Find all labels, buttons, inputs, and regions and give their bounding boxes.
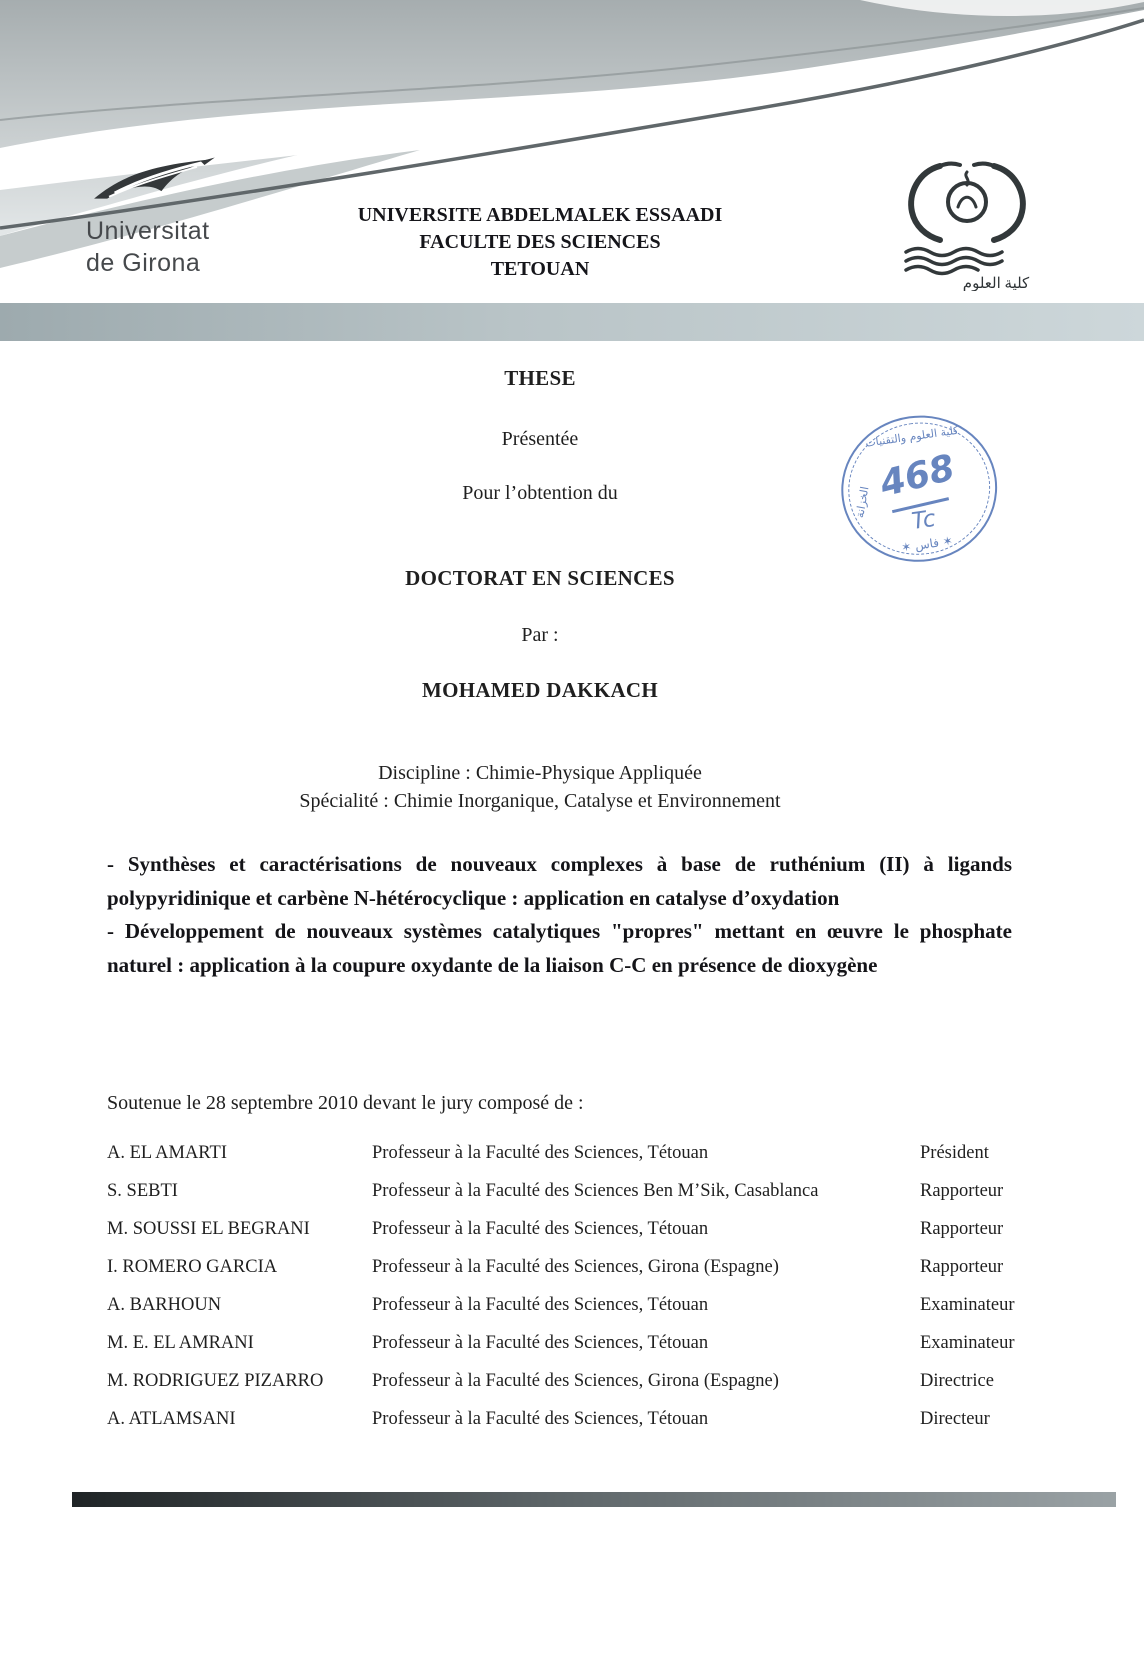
defense-line: Soutenue le 28 septembre 2010 devant le jury composé de : — [107, 1092, 584, 1114]
jury-affiliation: Professeur à la Faculté des Sciences, Tétouan — [372, 1143, 709, 1163]
header-separator-band — [0, 303, 1144, 341]
jury-affiliation: Professeur à la Faculté des Sciences, Tétouan — [372, 1295, 709, 1315]
stamp-number: 468 — [876, 447, 959, 506]
jury-name: M. SOUSSI EL BEGRANI — [107, 1219, 310, 1239]
thesis-title-item2: - Développement de nouveaux systèmes catalytiques "propres" mettant en œuvre le phosphate naturel : application à la coupure oxydante de la liaison C-C en présence de dioxygène — [107, 919, 1012, 977]
jury-role: Examinateur — [920, 1295, 1015, 1315]
discipline-line: Discipline : Chimie-Physique Appliquée — [378, 762, 702, 784]
stamp-left-text: الخزانة — [853, 485, 872, 519]
jury-role: Directeur — [920, 1409, 990, 1429]
jury-role: Directrice — [920, 1371, 994, 1391]
these-heading: THESE — [504, 366, 576, 390]
emblem-caption: كلية العلوم — [962, 276, 1030, 291]
thesis-title-block — [107, 848, 1012, 982]
jury-name: M. E. EL AMRANI — [107, 1333, 254, 1353]
girona-line2: de Girona — [86, 249, 201, 277]
jury-role: Examinateur — [920, 1333, 1015, 1353]
specialty-line: Spécialité : Chimie Inorganique, Catalyse et Environnement — [299, 790, 781, 812]
jury-name: A. BARHOUN — [107, 1295, 222, 1315]
university-name: UNIVERSITE ABDELMALEK ESSAADI — [357, 204, 723, 226]
jury-affiliation: Professeur à la Faculté des Sciences, Girona (Espagne) — [372, 1257, 779, 1277]
stamp-arc-text: كلية العلوم والتقنيات — [864, 423, 960, 450]
stamp-bottom-text: ✶ فاس ✶ — [900, 533, 954, 555]
jury-role: Rapporteur — [920, 1219, 1004, 1239]
par-line: Par : — [521, 624, 559, 646]
stamp-circle-icon — [832, 406, 1007, 572]
girona-bird-icon — [86, 150, 221, 208]
faculty-name: FACULTE DES SCIENCES — [419, 231, 661, 253]
jury-affiliation: Professeur à la Faculté des Sciences Ben M’Sik, Casablanca — [372, 1181, 819, 1201]
jury-affiliation: Professeur à la Faculté des Sciences, Tétouan — [372, 1219, 709, 1239]
stamp-code: Tc — [910, 505, 938, 535]
author-name: MOHAMED DAKKACH — [421, 678, 659, 702]
jury-role: Rapporteur — [920, 1257, 1004, 1277]
library-stamp — [832, 404, 1017, 583]
girona-line1: Universitat — [86, 217, 210, 245]
jury-role: Président — [920, 1143, 989, 1163]
jury-name: S. SEBTI — [107, 1181, 178, 1201]
jury-name: A. EL AMARTI — [107, 1143, 227, 1163]
bottom-bar — [72, 1492, 1116, 1507]
jury-name: I. ROMERO GARCIA — [107, 1257, 278, 1277]
jury-affiliation: Professeur à la Faculté des Sciences, Girona (Espagne) — [372, 1371, 779, 1391]
faculty-emblem — [888, 158, 1038, 296]
faculty-emblem-icon — [888, 158, 1038, 291]
jury-affiliation: Professeur à la Faculté des Sciences, Tétouan — [372, 1333, 709, 1353]
degree-line: DOCTORAT EN SCIENCES — [405, 566, 675, 590]
purpose-line: Pour l’obtention du — [462, 482, 618, 504]
jury-table — [107, 1142, 1022, 1430]
faculty-city: TETOUAN — [490, 258, 590, 280]
thesis-title-item1: - Synthèses et caractérisations de nouveaux complexes à base de ruthénium (II) à ligands polypyridinique et carbène N-hétérocyclique : application en catalyse d’oxydation — [107, 852, 1012, 910]
jury-name: A. ATLAMSANI — [107, 1409, 236, 1429]
jury-role: Rapporteur — [920, 1181, 1004, 1201]
jury-name: M. RODRIGUEZ PIZARRO — [107, 1371, 324, 1391]
presented-line: Présentée — [501, 428, 579, 450]
jury-affiliation: Professeur à la Faculté des Sciences, Tétouan — [372, 1409, 709, 1429]
